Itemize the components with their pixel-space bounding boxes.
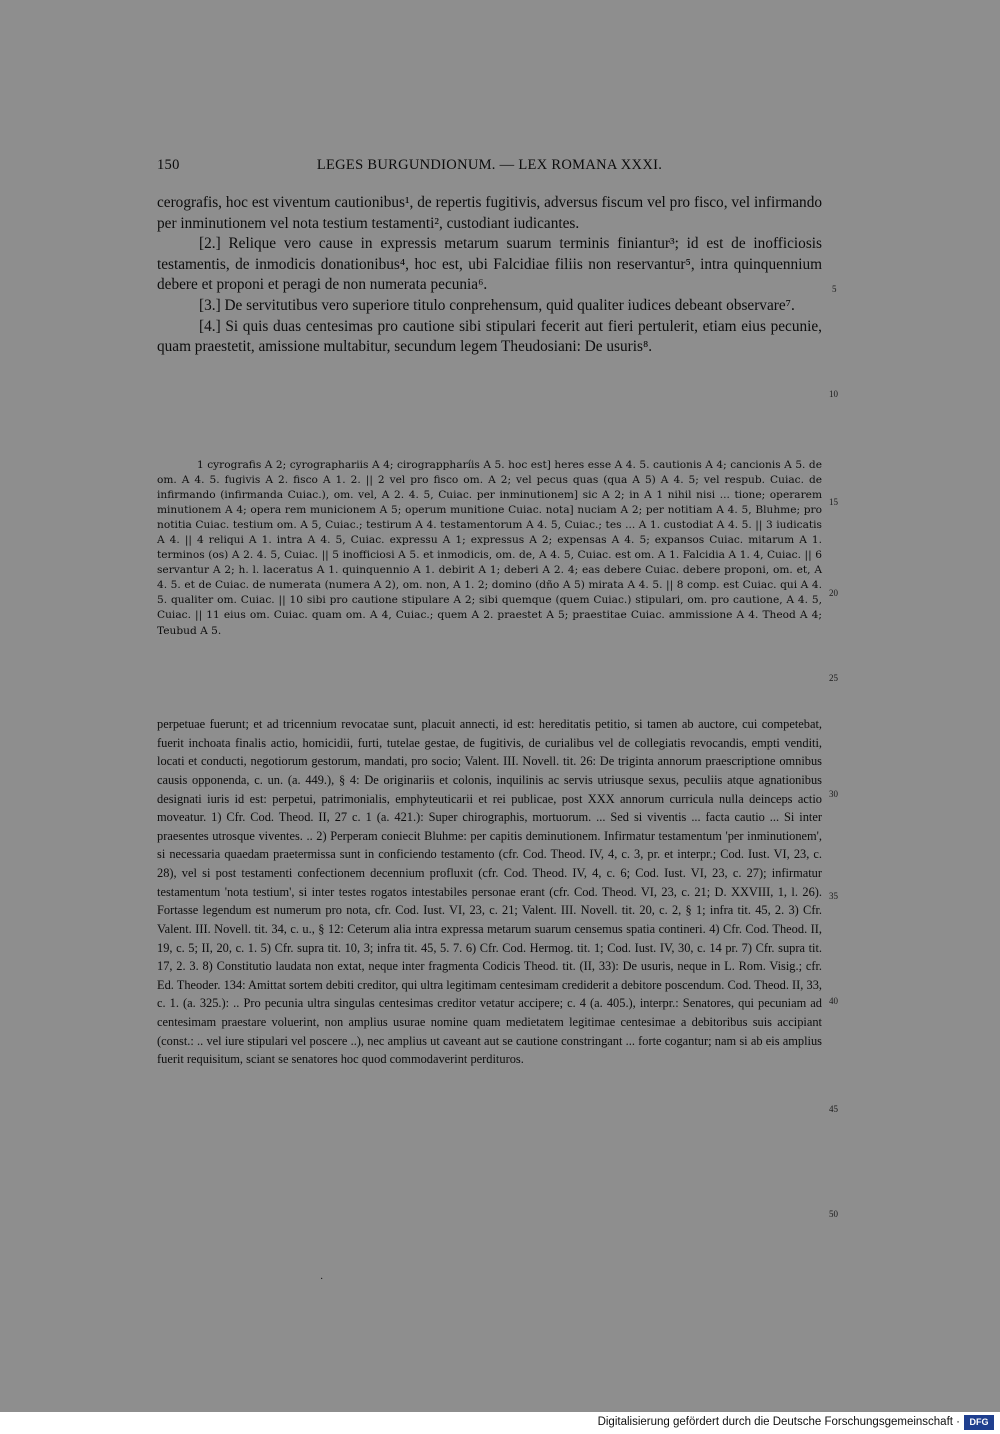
running-title: LEGES BURGUNDIONUM. — LEX ROMANA XXXI. — [316, 157, 663, 173]
line-number: 40 — [829, 996, 838, 1006]
line-number: 45 — [829, 1104, 838, 1114]
line-number: 20 — [829, 588, 838, 598]
line-number: 50 — [829, 1209, 838, 1219]
running-header — [157, 157, 822, 177]
commentary-text: perpetuae fuerunt; et ad tricennium revocatae sunt, placuit annecti, id est: hereditatis petitio, si tamen ab auctore, cui competebat, fuerit inchoata finalis actio, homicidii, furti, tutelae gestae, de fugitivis, de curialibus vel de collegiatis revocandis, empti venditi, locati et conducti, negotiorum gestorum, mandati, pro socio; Valent. III. Novell. tit. 26: De triginta annorum praescriptione omnibus causis opponenda, c. un. (a. 449.), § 4: De originariis et colonis, inquilinis ac servis utriusque sexus, peculiis atque agnationibus designati iuris id est: perpetui, patrimonialis, emphyteuticarii et rei publicae, post XXX annorum curricula nulla deinceps actio moveatur. 1) Cfr. Cod. Theod. II, 27 c. 1 (a. 421.): Super chirographis, mortuorum. ... Sed si viventis ... facta cautio ... Si inter praesentes utrosque viventes. .. 2) Perperam coniecit Bluhme: per capitis deminutionem. Infirmatur testamentum 'per inminutionem', si necessaria quaedam praetermissa sunt in conficiendo testamento (cfr. Cod. Theod. IV, 4, c. 3, pr. et interpr.; Cod. Iust. VI, 23, c. 28), vel si post testamenti confectionem decennium profluxit (cfr. Cod. Theod. IV, 4, c. 6; Cod. Iust. VI, 23, c. 27); infirmatur testamentum 'nota testium', si inter testes rogatos intestabiles personae erant (cfr. Cod. Theod. VI, 23, c. 21; D. XXVIII, 1, l. 26). Fortasse legendum est numerum pro nota, cfr. Cod. Iust. VI, 23, c. 21; Valent. III. Novell. tit. 20, c. 2, § 1; infra tit. 45, 2. 3) Cfr. Valent. III. Novell. tit. 34, c. u., § 12: Ceterum alia intra expressa metarum suarum censemus spatia contineri. 4) Cfr. Cod. Theod. II, 19, c. 5; II, 20, c. 1. 5) Cfr. supra tit. 10, 3; infra tit. 45, 5. 7. 6) Cfr. Cod. Hermog. tit. 1; Cod. Iust. IV, 30, c. 14 pr. 7) Cfr. supra tit. 17, 2. 3. 8) Constitutio laudata non extat, neque inter fragmenta Codicis Theod. tit. (II, 33): De usuris, neque in L. Rom. Visig.; cfr. Ed. Theoder. 134: Amittat sortem debiti creditor, qui ultra legitimam centesimam crediderit a debitore poscendum. Cod. Theod. II, 33, c. 1. (a. 325.): .. Pro pecunia ultra singulas centesimas creditor vetatur accipere; c. 4 (a. 405.), interpr.: Senatores, qui pecuniam ad centesimam praestare voluerint, non amplius usurae nomine quam medietatem legitimae centesimae a debitoribus suis accipiant (const.: .. vel iure stipulari vel poscere ..), nec amplius ut caveant aut se cautione constringant ... forte cogantur; nam si ab eis amplius fuerit requisitum, sciant se senatores hoc quod commodaverint perdituros. — [157, 717, 822, 1067]
line-number: 25 — [829, 673, 838, 683]
commentary-notes — [157, 715, 822, 1069]
stray-mark: · — [320, 1274, 324, 1285]
line-number: 30 — [829, 789, 838, 799]
paragraph-2: [2.] Relique vero cause in expressis metarum suarum terminis finiantur³; id est de inofficiosis testamentis, de inmodicis donationibus⁴, hoc est, ubi Falcidiae filiis non reservantur⁵, intra quinquennium debere et proponi et peragi de non numerata pecunia⁶. — [157, 235, 822, 294]
line-number: 35 — [829, 891, 838, 901]
main-text — [157, 193, 822, 358]
paragraph-1: cerografis, hoc est viventum cautionibus¹, de repertis fugitivis, adversus fiscum vel pro fisco, vel infirmando per inminutionem vel nota testium testamenti², custodiant iudicantes. — [157, 194, 822, 232]
paragraph-4: [4.] Si quis duas centesimas pro cautione sibi stipulari fecerit aut fieri pertulerit, etiam eius pecunie, quam praestetit, amissione multabitur, secundum legem Theudosiani: De usuris⁸. — [157, 317, 822, 356]
paragraph-3: [3.] De servitutibus vero superiore titulo conprehensum, quid qualiter iudices debeant observare⁷. — [199, 296, 795, 314]
line-number: 10 — [829, 389, 838, 399]
apparatus-text: 1 cyrografis A 2; cyrographariis A 4; cirograppharíis A 5. hoc est] heres esse A 4. 5. cautionis A 4; cancionis A 5. de om. A 4. 5. fugivis A 2. fisco A 1. 2. || 2 vel pro fisco om. A 2; vel pecus quas (qua A 5) A 4. 5; vel respub. Cuiac. de infirmando (infirmanda Cuiac.), om. vel, A 2. 4. 5, Cuiac. per inminutionem] sic A 2; in A 1 nihil nisi ... tione; operarem minutionem A 4; opera rem municionem A 5; operum munitione Cuiac. nota] nuciam A 2; per notitiam A 4. 5, Bluhme; pro notitia Cuiac. testium om. A 5, Cuiac.; testirum A 4. testamentorum A 4. 5, Cuiac.; tes ... A 1. custodiat A 4. 5. || 3 iudicatis A 4. || 4 reliqui A 1. intra A 4. 5, Cuiac. expressu A 1; expressus A 2; expensas A 4. 5; expansos Cuiac. mitarum A 1. terminos (os) A 2. 4. 5, Cuiac. || 5 inofficiosi A 5. et inmodicis, om. de, A 4. 5, Cuiac. est om. A 1. Falcidia A 1. 4, Cuiac. || 6 servantur A 2; h. l. laceratus A 1. quinquennio A 1. debirit A 1; deberi A 2. 4; eas debere Cuiac. debere proponi, om. et, A 4. 5. et de Cuiac. de numerata (numera A 2), om. non, A 1. 2; domino (dño A 5) mirata A 4. 5. || 8 comp. est Cuiac. qui A 4. 5. qualiter om. Cuiac. || 10 sibi pro cautione stipulare A 2; sibi quemque (quem Cuiac.) stipulari, om. pro cautione, A 4. 5, Cuiac. || 11 eius om. Cuiac. quam om. A 4, Cuiac.; quem A 2. praestet A 5; praestitae Cuiac. ammissione A 4. Theod A 4; Teubud A 5. — [157, 459, 822, 637]
funding-notice: Digitalisierung gefördert durch die Deutsche Forschungsgemeinschaft · — [597, 1416, 960, 1428]
critical-apparatus — [157, 458, 822, 639]
line-number: 15 — [829, 497, 838, 507]
page-number: 150 — [157, 157, 180, 173]
footer-bar — [0, 1412, 1000, 1434]
line-number: 5 — [832, 284, 837, 294]
dfg-logo-icon: DFG — [964, 1415, 994, 1430]
